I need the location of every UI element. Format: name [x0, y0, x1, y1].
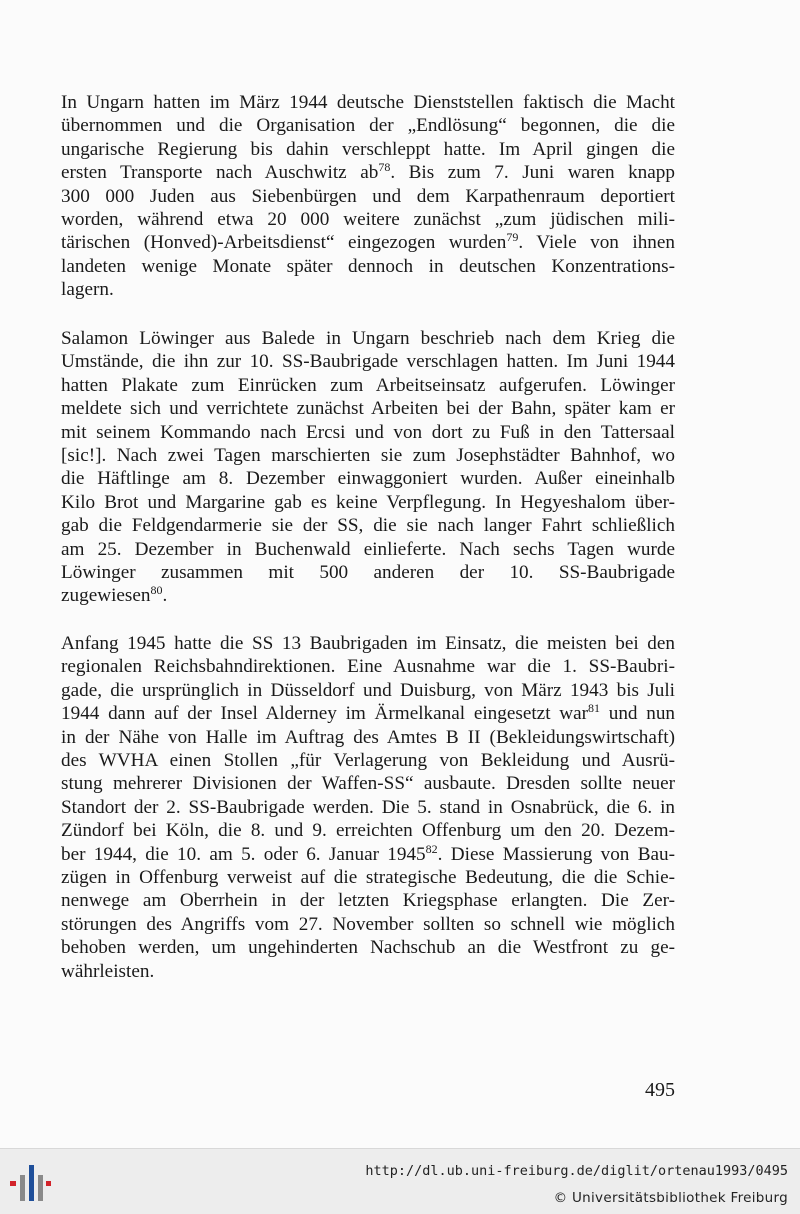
page-number: 495 — [645, 1079, 675, 1101]
text-line: Anfang 1945 hatte die SS 13 Baubrigaden im Einsatz, die meisten bei den — [61, 633, 675, 654]
text-line: Löwinger zusammen mit 500 anderen der 10. SS-Baubrigade — [61, 562, 675, 584]
text-line: übernommen und die Organisation der „Endlösung“ begonnen, die die — [61, 115, 675, 137]
text-run: . Viele von ihnen — [518, 232, 675, 254]
text-line: des WVHA einen Stollen „für Verlagerung von Bekleidung und Ausrü- — [61, 750, 675, 772]
text-line: Umstände, die ihn zur 10. SS-Baubrigade verschlagen hatten. Im Juni 1944 — [61, 351, 675, 373]
text-run: ersten Transporte nach Auschwitz ab — [61, 162, 379, 184]
text-line — [61, 231, 675, 254]
footnote-marker: 81 — [588, 701, 601, 716]
text-line — [61, 584, 675, 607]
text-line: gab die Feldgendarmerie sie der SS, die sie nach langer Fahrt schließlich — [61, 515, 675, 537]
paragraph-3 — [61, 632, 675, 983]
text-line: mit seinem Kommando nach Ercsi und von dort zu Fuß in den Tattersaal — [61, 421, 675, 443]
text-line: 300 000 Juden aus Siebenbürgen und dem Karpathenraum deportiert — [61, 185, 675, 207]
text-line: störungen des Angriffs vom 27. November sollten so schnell wie möglich — [61, 913, 675, 935]
text-line: behoben werden, um ungehinderten Nachschub an die Westfront zu ge- — [61, 937, 675, 959]
text-run: zugewiesen — [61, 585, 151, 607]
text-line: Standort der 2. SS-Baubrigade werden. Die 5. stand in Osnabrück, die 6. in — [61, 796, 675, 818]
copyright-notice: © Universitätsbibliothek Freiburg — [553, 1190, 788, 1206]
footnote-marker: 82 — [425, 841, 438, 856]
text-line: regionalen Reichsbahndirektionen. Eine Ausnahme war die 1. SS-Baubri- — [61, 656, 675, 678]
text-line: meldete sich und verrichtete zunächst Arbeiten bei der Bahn, später kam er — [61, 398, 675, 420]
text-line: am 25. Dezember in Buchenwald einlieferte. Nach sechs Tagen wurde — [61, 538, 675, 560]
text-line: nenwege am Oberrhein in der letzten Kriegsphase erlangten. Die Zer- — [61, 890, 675, 912]
text-line: in der Nähe von Halle im Auftrag des Amtes B II (Bekleidungswirtschaft) — [61, 726, 675, 748]
text-run: und nun — [600, 703, 676, 725]
text-run: ber 1944, die 10. am 5. oder 6. Januar 1945 — [61, 843, 426, 865]
footer-bar — [0, 1148, 800, 1214]
text-line: hatten Plakate zum Einrücken zum Arbeitseinsatz aufgerufen. Löwinger — [61, 374, 675, 396]
text-run: 1944 dann auf der Insel Alderney im Ärmelkanal eingesetzt war — [61, 703, 589, 725]
text-line — [61, 161, 675, 184]
text-line — [61, 843, 675, 866]
footnote-marker: 78 — [378, 160, 391, 175]
footnote-marker: 79 — [506, 230, 519, 245]
footnote-marker: 80 — [150, 583, 163, 598]
text-run: . Diese Massierung von Bau- — [437, 843, 675, 865]
text-line: In Ungarn hatten im März 1944 deutsche Dienststellen faktisch die Macht — [61, 92, 675, 113]
text-line: ungarische Regierung bis dahin verschleppt hatte. Im April gingen die — [61, 138, 675, 160]
text-line: landeten wenige Monate später dennoch in deutschen Konzentrations- — [61, 255, 675, 277]
text-run: tärischen (Honved)-Arbeitsdienst“ eingezogen wurden — [61, 232, 507, 254]
text-line — [61, 702, 675, 725]
text-line: [sic!]. Nach zwei Tagen marschierten sie zum Josephstädter Bahnhof, wo — [61, 445, 675, 467]
ub-freiburg-logo-icon[interactable] — [8, 1163, 52, 1203]
text-line: Kilo Brot und Margarine gab es keine Verpflegung. In Hegyeshalom über- — [61, 491, 675, 513]
text-line: Salamon Löwinger aus Balede in Ungarn beschrieb nach dem Krieg die — [61, 328, 675, 349]
text-line: währleisten. — [61, 960, 155, 982]
permalink-url[interactable]: http://dl.ub.uni-freiburg.de/diglit/ortenau1993/0495 — [365, 1163, 788, 1179]
text-line: die Häftlinge am 8. Dezember einwaggoniert wurden. Außer eineinhalb — [61, 468, 675, 490]
text-line: stung mehrerer Divisionen der Waffen-SS“ ausbaute. Dresden sollte neuer — [61, 773, 675, 795]
text-run: . — [162, 585, 168, 607]
text-line: worden, während etwa 20 000 weitere zunächst „zum jüdischen mili- — [61, 209, 675, 231]
text-line: Zündorf bei Köln, die 8. und 9. erreichten Offenburg um den 20. Dezem- — [61, 820, 675, 842]
text-line: lagern. — [61, 279, 114, 301]
text-line: zügen in Offenburg verweist auf die strategische Bedeutung, die die Schie- — [61, 867, 675, 889]
text-run: . Bis zum 7. Juni waren knapp — [390, 162, 675, 184]
paragraph-1 — [61, 91, 675, 302]
text-line: gade, die ursprünglich in Düsseldorf und Duisburg, von März 1943 bis Juli — [61, 679, 675, 701]
paragraph-2 — [61, 327, 675, 608]
